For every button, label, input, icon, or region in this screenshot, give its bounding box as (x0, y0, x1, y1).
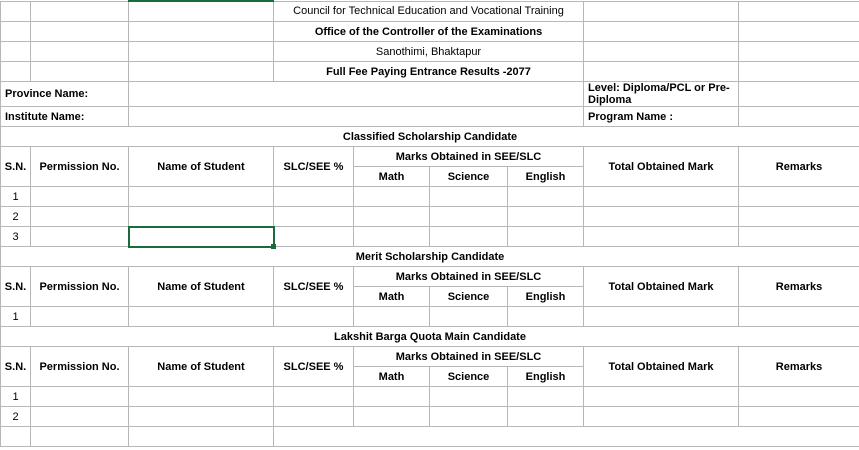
col-header-permission-no: Permission No. (31, 347, 129, 387)
cell-blank[interactable] (129, 1, 274, 22)
cell-blank[interactable] (129, 62, 274, 82)
col-header-remarks: Remarks (739, 347, 859, 387)
cell-permission-no[interactable] (31, 387, 129, 407)
cell-science[interactable] (430, 407, 508, 427)
cell-slc[interactable] (274, 227, 354, 247)
cell-permission-no[interactable] (31, 207, 129, 227)
header-row-1 (1, 1, 859, 22)
cell-blank[interactable] (1, 427, 31, 447)
col-header-slc-see: SLC/SEE % (274, 267, 354, 307)
col-header-name-of-student: Name of Student (129, 267, 274, 307)
section-title-lakshit-barga: Lakshit Barga Quota Main Candidate (1, 327, 859, 347)
table-row (1, 187, 859, 207)
col-header-marks-group: Marks Obtained in SEE/SLC (354, 347, 584, 367)
cell-permission-no[interactable] (31, 307, 129, 327)
cell-blank[interactable] (31, 42, 129, 62)
cell-remarks[interactable] (739, 207, 859, 227)
section-title-row (1, 327, 859, 347)
cell-permission-no[interactable] (31, 187, 129, 207)
col-header-slc-see: SLC/SEE % (274, 147, 354, 187)
cell-remarks[interactable] (739, 227, 859, 247)
province-name-value[interactable] (129, 82, 584, 107)
col-header-total: Total Obtained Mark (584, 347, 739, 387)
cell-slc[interactable] (274, 407, 354, 427)
cell-name[interactable] (129, 207, 274, 227)
section-title-merit: Merit Scholarship Candidate (1, 247, 859, 267)
cell-math[interactable] (354, 187, 430, 207)
cell-name[interactable] (129, 407, 274, 427)
cell-blank[interactable] (1, 22, 31, 42)
table-header-row-top (1, 347, 859, 367)
col-header-total: Total Obtained Mark (584, 267, 739, 307)
cell-english[interactable] (508, 307, 584, 327)
cell-blank[interactable] (739, 42, 859, 62)
info-row-province (1, 82, 859, 107)
cell-blank[interactable] (739, 62, 859, 82)
cell-science[interactable] (430, 387, 508, 407)
cell-blank[interactable] (584, 427, 739, 447)
cell-sn[interactable]: 1 (1, 307, 31, 327)
col-header-sn: S.N. (1, 267, 31, 307)
cell-math[interactable] (354, 227, 430, 247)
cell-math[interactable] (354, 407, 430, 427)
col-header-science: Science (430, 367, 508, 387)
cell-slc[interactable] (274, 307, 354, 327)
doc-title-line3: Sanothimi, Bhaktapur (274, 42, 584, 62)
cell-slc[interactable] (274, 207, 354, 227)
header-row-3 (1, 42, 859, 62)
cell-blank[interactable] (354, 427, 430, 447)
col-header-marks-group: Marks Obtained in SEE/SLC (354, 147, 584, 167)
col-header-math: Math (354, 167, 430, 187)
cell-blank[interactable] (31, 1, 129, 22)
cell-sn[interactable]: 1 (1, 187, 31, 207)
col-header-remarks: Remarks (739, 147, 859, 187)
cell-total[interactable] (584, 227, 739, 247)
cell-blank[interactable] (584, 42, 739, 62)
table-row (1, 227, 859, 247)
cell-blank[interactable] (739, 1, 859, 22)
col-header-sn: S.N. (1, 147, 31, 187)
col-header-english: English (508, 367, 584, 387)
col-header-math: Math (354, 367, 430, 387)
header-row-2 (1, 22, 859, 42)
col-header-permission-no: Permission No. (31, 267, 129, 307)
cell-sn[interactable]: 1 (1, 387, 31, 407)
cell-blank[interactable] (31, 22, 129, 42)
cell-science[interactable] (430, 187, 508, 207)
cell-name[interactable] (129, 307, 274, 327)
cell-blank[interactable] (129, 427, 274, 447)
cell-total[interactable] (584, 387, 739, 407)
cell-remarks[interactable] (739, 187, 859, 207)
cell-blank[interactable] (430, 427, 508, 447)
program-name-value[interactable] (739, 107, 859, 127)
cell-blank[interactable] (274, 427, 354, 447)
col-header-sn: S.N. (1, 347, 31, 387)
cell-sn[interactable]: 3 (1, 227, 31, 247)
cell-blank[interactable] (1, 42, 31, 62)
cell-blank[interactable] (1, 62, 31, 82)
cell-name[interactable] (129, 387, 274, 407)
cell-math[interactable] (354, 387, 430, 407)
doc-title-line4: Full Fee Paying Entrance Results -2077 (274, 62, 584, 82)
table-row (1, 207, 859, 227)
cell-blank[interactable] (129, 42, 274, 62)
table-row (1, 387, 859, 407)
institute-name-label: Institute Name: (1, 107, 129, 127)
cell-total[interactable] (584, 407, 739, 427)
cell-science[interactable] (430, 207, 508, 227)
col-header-permission-no: Permission No. (31, 147, 129, 187)
cell-total[interactable] (584, 307, 739, 327)
cell-remarks[interactable] (739, 407, 859, 427)
cell-permission-no[interactable] (31, 227, 129, 247)
section-title-classified: Classified Scholarship Candidate (1, 127, 859, 147)
institute-name-value[interactable] (129, 107, 584, 127)
cell-english[interactable] (508, 387, 584, 407)
cell-remarks[interactable] (739, 387, 859, 407)
table-row-partial (1, 427, 859, 447)
cell-blank[interactable] (31, 62, 129, 82)
cell-blank[interactable] (508, 427, 584, 447)
cell-blank[interactable] (584, 22, 739, 42)
cell-sn[interactable]: 2 (1, 207, 31, 227)
table-row (1, 407, 859, 427)
cell-science[interactable] (430, 307, 508, 327)
cell-blank[interactable] (129, 22, 274, 42)
col-header-science: Science (430, 287, 508, 307)
cell-name[interactable] (129, 187, 274, 207)
cell-blank[interactable] (1, 1, 31, 22)
cell-sn[interactable]: 2 (1, 407, 31, 427)
cell-blank[interactable] (31, 427, 129, 447)
cell-english[interactable] (508, 207, 584, 227)
cell-slc[interactable] (274, 387, 354, 407)
section-title-row (1, 247, 859, 267)
col-header-name-of-student: Name of Student (129, 347, 274, 387)
col-header-slc-see: SLC/SEE % (274, 347, 354, 387)
cell-math[interactable] (354, 207, 430, 227)
doc-title-line2: Office of the Controller of the Examinations (274, 22, 584, 42)
table-header-row-top (1, 147, 859, 167)
cell-slc[interactable] (274, 187, 354, 207)
col-header-math: Math (354, 287, 430, 307)
province-name-label: Province Name: (1, 82, 129, 107)
cell-name-selected[interactable] (129, 227, 274, 247)
level-value[interactable] (739, 82, 859, 107)
cell-total[interactable] (584, 187, 739, 207)
col-header-name-of-student: Name of Student (129, 147, 274, 187)
col-header-english: English (508, 287, 584, 307)
col-header-remarks: Remarks (739, 267, 859, 307)
header-row-4 (1, 62, 859, 82)
cell-blank[interactable] (739, 22, 859, 42)
section-title-row (1, 127, 859, 147)
cell-english[interactable] (508, 407, 584, 427)
col-header-science: Science (430, 167, 508, 187)
cell-science[interactable] (430, 227, 508, 247)
col-header-total: Total Obtained Mark (584, 147, 739, 187)
table-row (1, 307, 859, 327)
table-header-row-top (1, 267, 859, 287)
col-header-english: English (508, 167, 584, 187)
doc-title-line1: Council for Technical Education and Vocational Training (274, 1, 584, 22)
cell-math[interactable] (354, 307, 430, 327)
cell-blank[interactable] (584, 1, 739, 22)
cell-blank[interactable] (739, 427, 859, 447)
program-name-label: Program Name : (584, 107, 739, 127)
cell-english[interactable] (508, 187, 584, 207)
cell-total[interactable] (584, 207, 739, 227)
level-label: Level: Diploma/PCL or Pre-Diploma (584, 82, 739, 107)
cell-blank[interactable] (584, 62, 739, 82)
col-header-marks-group: Marks Obtained in SEE/SLC (354, 267, 584, 287)
cell-english[interactable] (508, 227, 584, 247)
cell-permission-no[interactable] (31, 407, 129, 427)
cell-remarks[interactable] (739, 307, 859, 327)
info-row-institute (1, 107, 859, 127)
